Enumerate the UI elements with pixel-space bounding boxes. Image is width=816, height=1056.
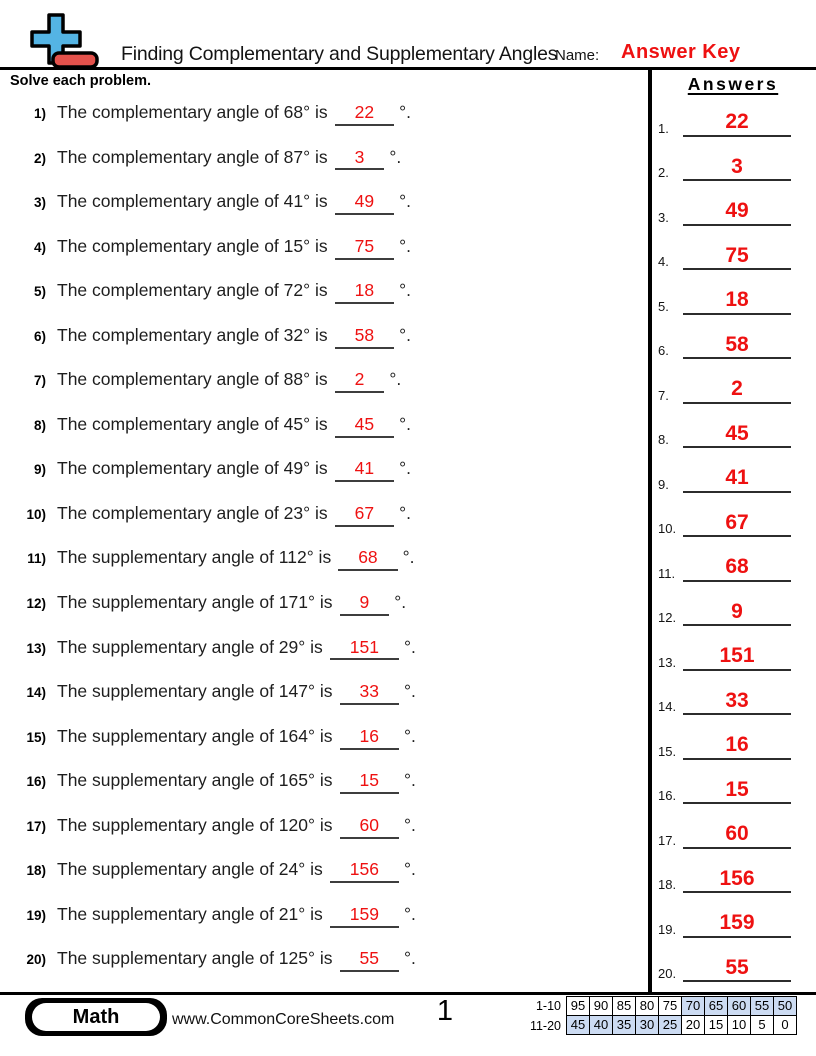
answer-number: 16. [658, 788, 677, 803]
score-cells [566, 1016, 797, 1036]
degree-suffix: °. [399, 191, 411, 212]
problem-number: 7) [33, 373, 46, 389]
answer-number: 17. [658, 832, 677, 848]
problem-row [0, 892, 645, 937]
answer-value: 15 [683, 778, 791, 804]
score-cell: 80 [635, 996, 659, 1016]
page-number: 1 [436, 995, 454, 1027]
problem-number: 15) [26, 729, 46, 745]
problem-text: The complementary angle of 87° is [57, 146, 328, 167]
website-text: www.CommonCoreSheets.com [172, 1011, 395, 1028]
answer-item [655, 804, 813, 849]
problem-text: The supplementary angle of 120° is [57, 814, 333, 835]
problem-row [0, 446, 645, 491]
degree-suffix: °. [403, 770, 416, 791]
answer-value: 9 [683, 600, 791, 626]
problem-number: 8) [33, 417, 46, 433]
answer-list [655, 92, 813, 982]
answer-value: 55 [683, 956, 791, 982]
degree-suffix: °. [399, 458, 411, 479]
problem-text: The supplementary angle of 29° is [57, 636, 323, 657]
score-cell: 55 [750, 996, 774, 1016]
degree-suffix: °. [399, 502, 411, 523]
answer-value: 67 [683, 511, 791, 537]
answer-item [655, 938, 813, 983]
problem-text: The supplementary angle of 24° is [57, 859, 323, 880]
answer-item [655, 92, 813, 137]
answer-blank: 15 [340, 770, 399, 794]
answer-value: 151 [683, 644, 791, 670]
problem-number: 19) [26, 907, 46, 923]
answer-value: 45 [683, 422, 791, 448]
problem-row [0, 714, 645, 759]
answer-number: 13. [658, 654, 677, 670]
problem-text: The complementary angle of 15° is [57, 235, 328, 256]
score-row-1 [528, 996, 797, 1016]
answer-value: 33 [683, 689, 791, 715]
answer-number: 12. [658, 610, 677, 625]
answer-item [655, 359, 813, 404]
problem-row [0, 135, 645, 180]
answer-value: 156 [683, 867, 791, 893]
answer-blank: 2 [335, 369, 385, 393]
score-cell: 10 [727, 1015, 751, 1035]
degree-suffix: °. [394, 592, 407, 613]
answer-value: 41 [683, 466, 791, 492]
problem-number: 20) [26, 952, 46, 968]
answer-blank: 55 [340, 948, 399, 972]
problem-row [0, 491, 645, 536]
problem-number: 4) [33, 239, 46, 255]
answer-value: 68 [683, 555, 791, 581]
problem-row [0, 224, 645, 269]
problem-text: The complementary angle of 41° is [57, 191, 328, 212]
degree-suffix: °. [389, 369, 402, 390]
answer-item [655, 715, 813, 760]
answer-blank: 67 [335, 503, 394, 527]
problem-text: The supplementary angle of 112° is [57, 547, 332, 568]
degree-suffix: °. [399, 280, 411, 301]
answer-value: 60 [683, 822, 791, 848]
problem-row [0, 580, 645, 625]
score-row-label: 1-10 [535, 999, 561, 1013]
score-cell: 5 [750, 1015, 774, 1035]
degree-suffix: °. [403, 681, 416, 702]
answer-number: 15. [658, 743, 677, 759]
answer-blank: 18 [335, 280, 394, 304]
problem-number: 3) [33, 195, 46, 211]
problem-text: The supplementary angle of 165° is [57, 770, 333, 791]
answer-blank: 159 [330, 904, 399, 928]
degree-suffix: °. [399, 324, 411, 345]
problem-number: 17) [26, 818, 46, 834]
answer-blank: 22 [335, 102, 394, 126]
answer-blank: 16 [340, 726, 399, 750]
problem-number: 9) [33, 462, 46, 478]
answer-value: 49 [683, 199, 791, 225]
score-table [528, 996, 797, 1036]
problem-row [0, 357, 645, 402]
answer-item [655, 226, 813, 271]
score-cell: 65 [704, 996, 728, 1016]
problem-text: The supplementary angle of 21° is [57, 903, 323, 924]
answer-number: 4. [658, 254, 669, 269]
page-title: Finding Complementary and Supplementary Angles [121, 43, 558, 65]
answer-item [655, 760, 813, 805]
problem-row [0, 936, 645, 981]
answers-header: Answers [687, 74, 779, 94]
answer-value: 58 [683, 333, 791, 359]
answer-number: 9. [658, 476, 669, 492]
score-cell: 35 [612, 1015, 636, 1035]
problem-row [0, 90, 645, 135]
problem-text: The supplementary angle of 147° is [57, 681, 333, 702]
score-cell: 90 [589, 996, 613, 1016]
problem-number: 18) [26, 863, 46, 879]
answer-blank: 45 [335, 414, 394, 438]
score-cell: 50 [773, 996, 797, 1016]
answer-blank: 68 [338, 547, 397, 571]
problem-text: The complementary angle of 49° is [57, 458, 328, 479]
degree-suffix: °. [403, 814, 416, 835]
answer-value: 159 [683, 911, 791, 937]
score-cell: 60 [727, 996, 751, 1016]
problem-number: 10) [26, 506, 46, 522]
problem-number: 5) [33, 284, 46, 300]
degree-suffix: °. [389, 146, 402, 167]
answer-number: 10. [658, 521, 677, 536]
degree-suffix: °. [399, 235, 411, 256]
subject-badge [25, 998, 167, 1036]
problem-text: The complementary angle of 72° is [57, 280, 328, 301]
answer-item [655, 181, 813, 226]
answer-item [655, 671, 813, 716]
score-row-2 [528, 1016, 797, 1036]
answer-item [655, 404, 813, 449]
problem-row [0, 313, 645, 358]
answer-item [655, 849, 813, 894]
problem-text: The complementary angle of 32° is [57, 324, 328, 345]
problem-number: 13) [26, 640, 46, 656]
problem-text: The supplementary angle of 125° is [57, 948, 333, 969]
answer-number: 5. [658, 298, 669, 314]
problem-row [0, 758, 645, 803]
problem-row [0, 803, 645, 848]
answer-value: 3 [683, 155, 791, 181]
answer-number: 7. [658, 387, 669, 403]
header-divider [0, 67, 816, 70]
problem-number: 6) [33, 328, 46, 344]
name-label: Name: [555, 47, 600, 64]
answer-number: 14. [658, 699, 677, 714]
problem-row [0, 402, 645, 447]
problem-row [0, 625, 645, 670]
degree-suffix: °. [403, 903, 416, 924]
answer-blank: 58 [335, 325, 394, 349]
answer-blank: 33 [340, 681, 399, 705]
answer-item [655, 315, 813, 360]
degree-suffix: °. [403, 859, 416, 880]
problem-row [0, 669, 645, 714]
answer-blank: 49 [335, 191, 394, 215]
answer-number: 3. [658, 209, 669, 225]
problem-list [0, 90, 645, 981]
score-cell: 85 [612, 996, 636, 1016]
problem-text: The complementary angle of 68° is [57, 102, 328, 122]
answer-item [655, 582, 813, 627]
score-cell: 45 [566, 1015, 590, 1035]
problem-row [0, 179, 645, 224]
answer-number: 2. [658, 165, 669, 180]
degree-suffix: °. [399, 413, 411, 434]
answer-value: 22 [683, 110, 791, 136]
problem-row [0, 268, 645, 313]
score-cell: 75 [658, 996, 682, 1016]
answer-blank: 156 [330, 859, 399, 883]
score-cell: 0 [773, 1015, 797, 1035]
degree-suffix: °. [403, 725, 416, 746]
score-cell: 20 [681, 1015, 705, 1035]
answer-item [655, 537, 813, 582]
problem-number: 14) [26, 685, 46, 701]
problem-number: 2) [33, 150, 46, 166]
answer-blank: 3 [335, 147, 385, 171]
answer-number: 8. [658, 432, 669, 447]
answer-value: 75 [683, 244, 791, 270]
answer-number: 18. [658, 877, 677, 892]
degree-suffix: °. [402, 547, 415, 568]
answer-number: 20. [658, 966, 677, 981]
score-row-label: 11-20 [529, 1019, 561, 1033]
answer-blank: 41 [335, 458, 394, 482]
answer-number: 11. [658, 565, 676, 581]
answer-number: 19. [658, 921, 677, 937]
answer-blank: 151 [330, 637, 399, 661]
answer-item [655, 137, 813, 182]
problem-text: The supplementary angle of 171° is [57, 592, 333, 613]
answers-column-divider [648, 68, 652, 994]
problem-text: The supplementary angle of 164° is [57, 725, 333, 746]
problem-number: 16) [26, 774, 46, 790]
problem-text: The complementary angle of 45° is [57, 413, 328, 434]
problem-number: 12) [26, 596, 46, 612]
degree-suffix: °. [399, 102, 411, 122]
answer-value: 2 [683, 377, 791, 403]
score-cell: 30 [635, 1015, 659, 1035]
subject-label: Math [32, 1003, 160, 1031]
problem-text: The complementary angle of 23° is [57, 502, 328, 523]
answer-item [655, 448, 813, 493]
problem-text: The complementary angle of 88° is [57, 369, 328, 390]
answer-item [655, 626, 813, 671]
plus-minus-logo-icon [28, 12, 100, 70]
problem-row [0, 535, 645, 580]
score-cell: 15 [704, 1015, 728, 1035]
score-cells [566, 996, 797, 1016]
instructions-text: Solve each problem. [10, 73, 152, 89]
answer-number: 6. [658, 343, 669, 358]
answer-number: 1. [658, 120, 669, 136]
answer-item [655, 270, 813, 315]
score-cell: 40 [589, 1015, 613, 1035]
score-cell: 70 [681, 996, 705, 1016]
score-cell: 95 [566, 996, 590, 1016]
answer-key-label: Answer Key [621, 41, 741, 63]
problem-number: 11) [27, 551, 46, 567]
answer-blank: 60 [340, 815, 399, 839]
answer-item [655, 493, 813, 538]
answer-item [655, 893, 813, 938]
answer-value: 16 [683, 733, 791, 759]
answer-value: 18 [683, 288, 791, 314]
problem-row [0, 847, 645, 892]
answer-blank: 9 [340, 592, 390, 616]
problem-number: 1) [33, 106, 46, 121]
answer-blank: 75 [335, 236, 394, 260]
degree-suffix: °. [403, 636, 416, 657]
score-cell: 25 [658, 1015, 682, 1035]
degree-suffix: °. [403, 948, 416, 969]
